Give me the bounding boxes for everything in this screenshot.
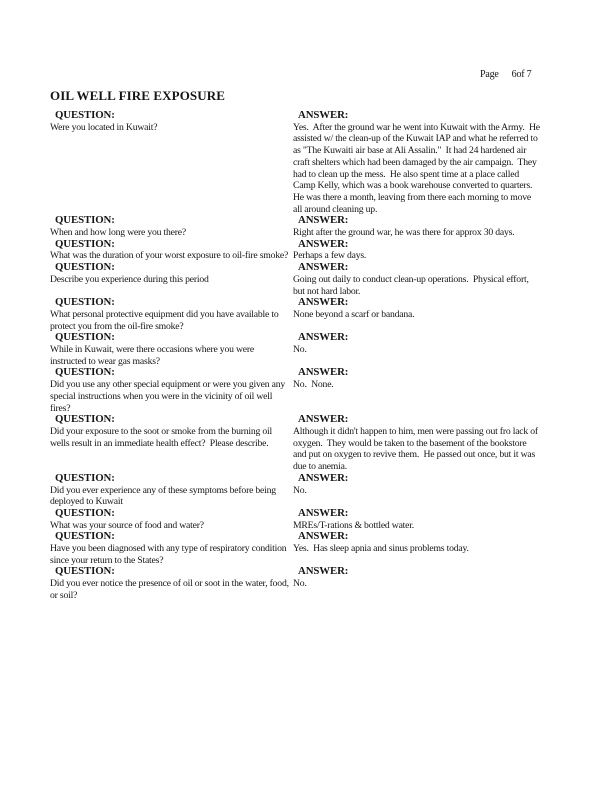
answer-text: Perhaps a few days. [293,250,367,262]
answer-label: ANSWER: [298,237,349,250]
question-text: Have you been diagnosed with any type of respiratory condition since your return to the States? [50,543,289,566]
question-label: QUESTION: [55,296,115,309]
answer-label: ANSWER: [298,366,349,379]
qa-row [50,414,602,473]
question-label: QUESTION: [55,237,115,250]
qa-row [50,531,602,566]
answer-label: ANSWER: [298,214,349,227]
question-text: Were you located in Kuwait? [50,121,158,133]
answer-column [293,110,602,215]
qa-row [50,110,602,215]
answer-text: None beyond a scarf or bandana. [293,308,415,320]
answer-column [293,414,602,473]
answer-text: Yes. Has sleep apnia and sinus problems today. [293,543,469,555]
question-text: Did you ever notice the presence of oil or soot in the water, food, or soil? [50,578,292,601]
question-text: When and how long were you there? [50,227,186,239]
answer-label: ANSWER: [298,331,349,344]
answer-column [293,531,602,554]
answer-column [293,367,602,390]
answer-label: ANSWER: [298,109,349,121]
answer-text: Right after the ground war, he was there for approx 30 days. [293,227,515,239]
question-column [50,262,293,285]
question-text: Did you ever experience any of these symptoms before being deployed to Kuwait [50,484,279,508]
answer-column [293,332,602,355]
answer-label: ANSWER: [298,471,349,484]
question-column [50,239,293,262]
answer-text: MREs/T-rations & bottled water. [293,519,414,531]
answer-text: No. [293,344,307,356]
page-number-label: Page [480,69,499,80]
question-column [50,297,293,332]
answer-label: ANSWER: [298,506,349,519]
question-label: QUESTION: [55,565,115,578]
answer-column [293,262,602,297]
page-number [480,69,531,81]
qa-row [50,332,602,367]
question-text: What was the duration of your worst exposure to oil-fire smoke? [50,250,289,262]
question-label: QUESTION: [55,413,115,426]
question-text: What was your source of food and water? [50,519,204,531]
answer-text: Yes. After the ground war he went into Kuwait with the Army. He assisted w/ the clean-up of the Kuwait IAP and what he referred to as "The Kuwaiti air base at Ali Assalin." It had 24 hardened air craft shelters which had been damaged by the air campaign. They had to clean up the mess. He also spent time at a place called Camp Kelly, which was a book warehouse converted to quarters. He was there a month, leaving from there each morning to move all around cleaning up. [293,121,543,215]
qa-row [50,215,602,238]
question-label: QUESTION: [55,366,115,379]
answer-label: ANSWER: [298,261,349,274]
answer-column [293,473,602,496]
answer-text: No. [293,578,307,590]
question-label: QUESTION: [55,530,115,543]
answer-label: ANSWER: [298,413,349,426]
qa-row [50,508,602,531]
question-label: QUESTION: [55,109,115,121]
question-column [50,414,293,449]
answer-text: No. None. [293,379,334,391]
qa-row [50,367,602,414]
question-label: QUESTION: [55,506,115,519]
answer-column [293,239,602,262]
answer-column [293,508,602,531]
question-column [50,367,293,414]
page-number-value: 6of 7 [511,69,532,80]
qa-row [50,239,602,262]
question-text: Describe you experience during this period [50,273,209,285]
answer-text: Although it didn't happen to him, men were passing out fro lack of oxygen. They would be taken to the basement of the bookstore and put on oxygen to revive them. He passed out once, but it was due to anemia. [293,425,541,473]
question-label: QUESTION: [55,471,115,484]
answer-label: ANSWER: [298,296,349,309]
answer-text: No. [293,484,307,496]
answer-label: ANSWER: [298,565,349,578]
answer-column [293,215,602,238]
question-text: What personal protective equipment did you have available to protect you from the oil-fire smoke? [50,308,281,332]
answer-text: Going out daily to conduct clean-up operations. Physical effort, but not hard labor. [293,273,531,297]
question-column [50,508,293,531]
answer-column [293,566,602,589]
question-label: QUESTION: [55,331,115,344]
question-column [50,332,293,367]
question-column [50,531,293,566]
qa-row [50,566,602,601]
question-column [50,473,293,508]
question-text: While in Kuwait, were there occasions where you were instructed to wear gas masks? [50,344,257,367]
question-text: Did you use any other special equipment or were you given any special instructions when you were in the vicinity of oil well fires? [50,379,288,414]
question-label: QUESTION: [55,261,115,274]
document-title: OIL WELL FIRE EXPOSURE [50,88,225,103]
question-label: QUESTION: [55,214,115,227]
answer-label: ANSWER: [298,530,349,543]
answer-column [293,297,602,320]
question-text: Did your exposure to the soot or smoke from the burning oil wells result in an immediate health effect? Please describe. [50,425,275,449]
qa-row [50,262,602,297]
qa-row [50,297,602,332]
qa-list [50,110,602,602]
qa-row [50,473,602,508]
question-column [50,566,293,601]
question-column [50,110,293,133]
question-column [50,215,293,238]
